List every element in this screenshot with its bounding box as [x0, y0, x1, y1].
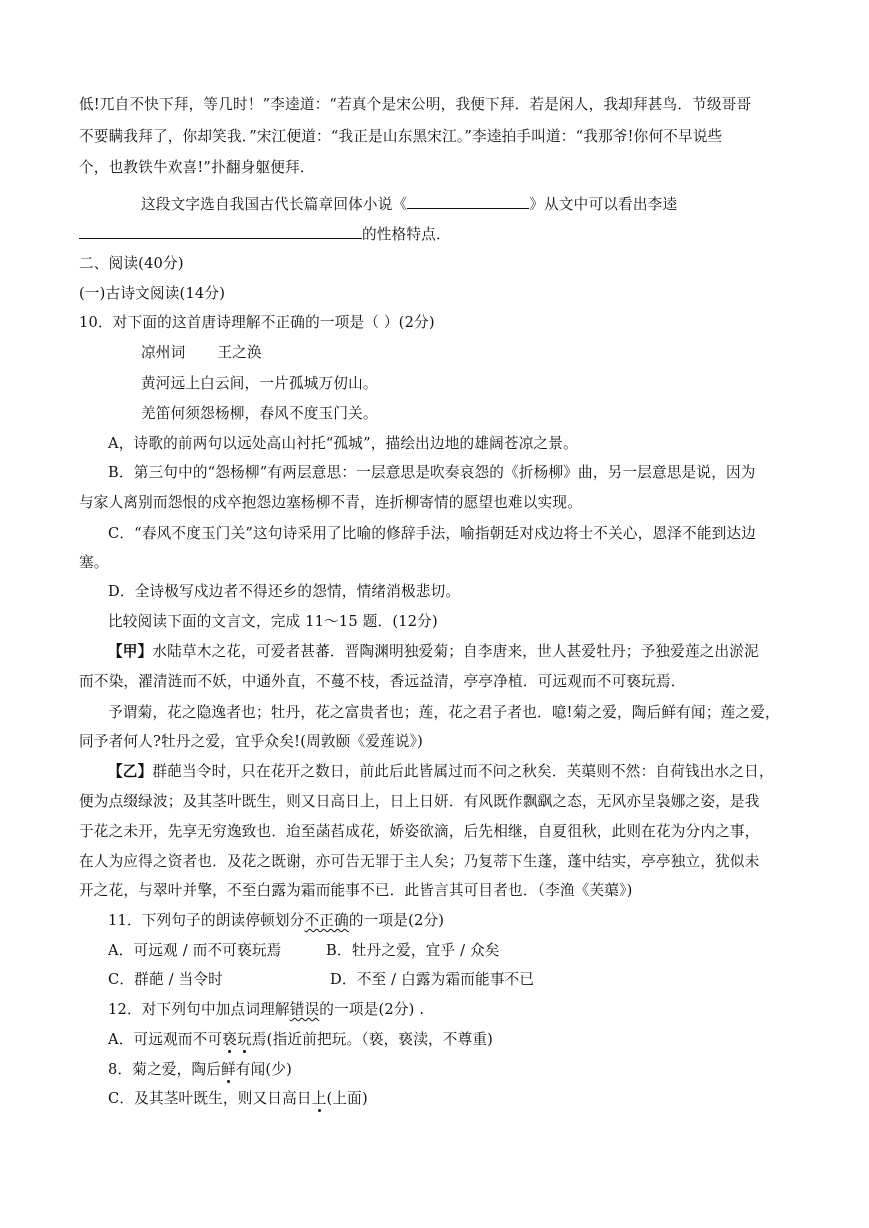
q10-option-c: C．“春风不度玉门关”这句诗采用了比喻的修辞手法，喻指朝廷对戍边将士不关心，恩泽不能到达边	[108, 525, 757, 542]
jia-tag: 【甲】	[108, 643, 153, 660]
passage-line: 低!兀自不快下拜，等几时！”李逵道：“若真个是宋公明，我便下拜．若是闲人，我却拜甚鸟．节级哥哥	[79, 96, 752, 113]
q11-option-c: C．群葩 / 当令时	[108, 971, 223, 988]
q9-line	[79, 224, 451, 245]
q12-option-b	[108, 1060, 292, 1080]
q12-b-dotted-word: 鲜	[221, 1061, 236, 1078]
yi-line: 于花之未开，先享无穷逸致也．迨至菡萏成花，娇姿欲滴，后先相继，自夏徂秋，此则在花为分内之事，	[79, 823, 760, 840]
book-title-blank[interactable]	[407, 194, 529, 209]
q12-option-c	[108, 1089, 368, 1109]
q12-a-text: A．可远观而不可	[108, 1031, 223, 1048]
poem-title: 凉州词	[141, 344, 186, 361]
jia-line: 同予者何人?牡丹之爱，宜乎众矣!(周敦颐《爱莲说》)	[79, 733, 424, 750]
q12-a-dotted-word: 亵	[222, 1031, 238, 1048]
q9-text: 》从文中可以看出李逵	[529, 196, 678, 213]
q11-emphasis: 不正确	[304, 912, 349, 929]
section-heading: 二、阅读(40分)	[79, 255, 184, 272]
yi-line: 在人为应得之资者也．及花之既谢，亦可告无罪于主人矣；乃复蒂下生蓬，蓬中结实，亭亭独立，犹似未	[79, 853, 760, 870]
jia-text: 水陆草木之花，可爱者甚蕃．晋陶渊明独爱菊；自李唐来，世人甚爱牡丹；予独爱莲之出淤泥	[152, 643, 759, 660]
q12-stem-text: 的一项是(2分) .	[319, 1001, 425, 1018]
q10-option-a: A，诗歌的前两句以远处高山衬托“孤城”，描绘出边地的雄阔苍凉之景。	[108, 435, 578, 452]
q12-a-text: 焉(指近前把玩。（亵，亵渎，不尊重)	[251, 1031, 494, 1048]
yi-line: 便为点缀绿波；及其茎叶既生，则又日高日上，日上日妍．有风既作飘飖之态，无风亦呈袅娜之姿，是我	[79, 793, 760, 810]
compare-intro: 比较阅读下面的文言文，完成 11～15 题．(12分)	[108, 613, 438, 630]
q12-b-text: 8．菊之爱，陶后	[108, 1061, 222, 1078]
q11-option-b: B．牡丹之爱，宜乎 / 众矣	[326, 942, 500, 959]
q10-option-c-cont: 塞。	[79, 554, 109, 571]
q9-text: 这段文字选自我国古代长篇章回体小说《	[141, 196, 408, 213]
q11-option-a: A．可远观 / 而不可亵玩焉	[108, 942, 282, 959]
q10-option-b-cont: 与家人离别而怨恨的戍卒抱怨边塞杨柳不青，连折柳寄情的愿望也难以实现。	[79, 494, 582, 511]
poem-line: 羌笛何须怨杨柳，春风不度玉门关。	[141, 405, 378, 422]
q12-c-text: (上面)	[326, 1090, 368, 1107]
poem-line: 黄河远上白云间，一片孤城万仞山。	[141, 375, 378, 392]
q12-option-a	[108, 1030, 493, 1050]
q12-stem-text: 12．对下列句中加点词理解	[108, 1001, 290, 1018]
q11-stem	[108, 911, 444, 931]
q9-line	[141, 194, 677, 215]
q12-c-dotted-word: 上	[311, 1090, 327, 1107]
subsection-heading: (一)古诗文阅读(14分)	[79, 285, 226, 302]
jia-line: 予谓菊，花之隐逸者也；牡丹，花之富贵者也；莲，花之君子者也．噫!菊之爱，陶后鲜有闻；莲之爱，	[108, 704, 780, 721]
yi-line: 开之花，与翠叶并擎，不至白露为霜而能事不已．此皆言其可目者也．（李渔《芙蕖》)	[79, 882, 633, 899]
passage-line: 个，也教铁牛欢喜!”扑翻身躯便拜．	[79, 159, 315, 176]
yi-tag: 【乙】	[108, 763, 153, 780]
q10-option-b: B．第三句中的“怨杨柳”有两层意思：一层意思是吹奏哀怨的《折杨柳》曲，另一层意思是说，因为	[108, 464, 756, 481]
q12-c-text: C．及其茎叶既生，则又日高日	[108, 1090, 312, 1107]
q12-stem	[108, 1000, 424, 1020]
passage-line: 不要瞒我拜了，你却笑我．”宋江便道：“我正是山东黑宋江。”李逵拍手叫道：“我那爷!你何不早说些	[79, 128, 723, 145]
q11-stem-text: 的一项是(2分)	[348, 912, 445, 929]
character-trait-blank[interactable]	[79, 224, 362, 239]
q9-text: 的性格特点．	[362, 226, 451, 243]
q11-option-d: D．不至 / 白露为霜而能事不已	[330, 971, 535, 988]
q12-emphasis: 错误	[289, 1001, 320, 1018]
yi-line	[108, 762, 774, 782]
poem-author: 王之涣	[217, 344, 262, 361]
jia-line: 而不染，濯清涟而不妖，中通外直，不蔓不枝，香远益清，亭亭净植．可远观而不可亵玩焉．	[79, 673, 686, 690]
q11-stem-text: 11．下列句子的朗读停顿划分	[108, 912, 305, 929]
q10-option-d: D．全诗极写戍边者不得还乡的怨情，情绪消极悲切。	[108, 583, 461, 600]
jia-line	[108, 642, 759, 662]
q12-b-text: 有闻(少)	[235, 1061, 293, 1078]
q12-a-dotted-word: 玩	[237, 1031, 252, 1048]
poem-header	[141, 343, 262, 363]
q10-stem: 10．对下面的这首唐诗理解不正确的一项是（ ）(2分)	[79, 314, 435, 331]
yi-text: 群葩当令时，只在花开之数日，前此后此皆属过而不问之秋矣．芙蕖则不然：自荷钱出水之日，	[152, 763, 774, 780]
